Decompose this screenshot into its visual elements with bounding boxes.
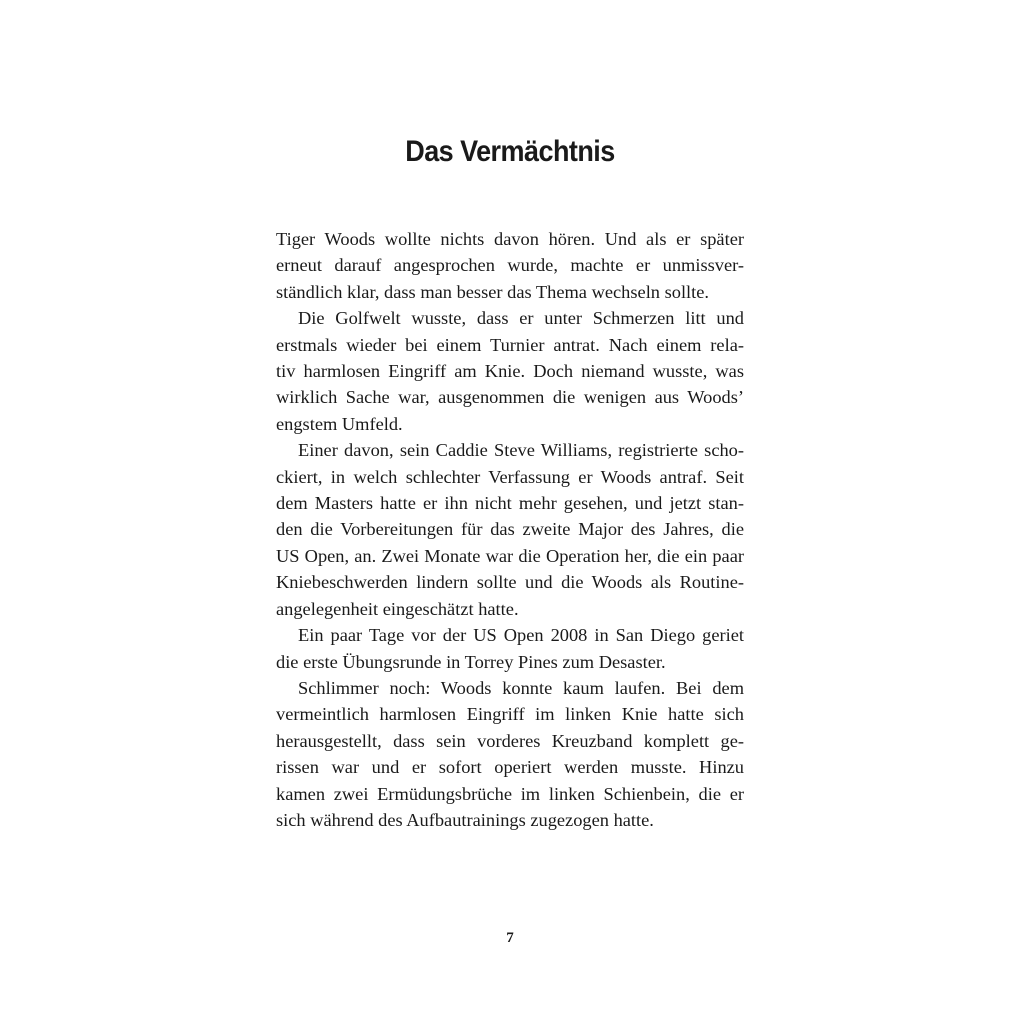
text-line: ständlich klar, dass man besser das Thema wechseln sollte. xyxy=(276,281,710,302)
text-line: die erste Übungsrunde in Torrey Pines zum Desaster. xyxy=(276,651,666,672)
paragraph-3 xyxy=(276,437,744,622)
text-line: Ein paar Tage vor der US Open 2008 in San Diego geriet xyxy=(298,625,744,646)
text-line: engstem Umfeld. xyxy=(276,413,403,434)
paragraph-2 xyxy=(276,305,744,437)
text-line: erneut darauf angesprochen wurde, machte er unmissver- xyxy=(276,255,744,276)
body-text xyxy=(276,226,744,833)
text-line: Kniebeschwerden lindern sollte und die Woods als Routine- xyxy=(276,572,744,593)
text-line: US Open, an. Zwei Monate war die Operation her, die ein paar xyxy=(276,545,744,566)
text-line: herausgestellt, dass sein vorderes Kreuzband komplett ge- xyxy=(276,730,744,751)
text-line: rissen war und er sofort operiert werden musste. Hinzu xyxy=(276,757,744,778)
text-line: angelegenheit eingeschätzt hatte. xyxy=(276,598,519,619)
page-number: 7 xyxy=(506,930,514,946)
text-line: erstmals wieder bei einem Turnier antrat. Nach einem rela- xyxy=(276,334,744,355)
text-line: dem Masters hatte er ihn nicht mehr gesehen, und jetzt stan- xyxy=(276,493,744,514)
paragraph-1 xyxy=(276,226,744,305)
text-line: Einer davon, sein Caddie Steve Williams, registrierte scho- xyxy=(298,440,744,461)
text-line: Die Golfwelt wusste, dass er unter Schmerzen litt und xyxy=(298,308,744,329)
text-line: sich während des Aufbautrainings zugezogen hatte. xyxy=(276,809,654,830)
text-line: den die Vorbereitungen für das zweite Major des Jahres, die xyxy=(276,519,744,540)
paragraph-5 xyxy=(276,675,744,833)
text-line: vermeintlich harmlosen Eingriff im linken Knie hatte sich xyxy=(276,704,744,725)
paragraph-4 xyxy=(276,622,744,675)
chapter-title: Das Vermächtnis xyxy=(405,135,615,168)
text-line: Schlimmer noch: Woods konnte kaum laufen. Bei dem xyxy=(298,677,744,698)
text-line: kamen zwei Ermüdungsbrüche im linken Schienbein, die er xyxy=(276,783,744,804)
text-line: wirklich Sache war, ausgenommen die wenigen aus Woods’ xyxy=(276,387,744,408)
text-line: Tiger Woods wollte nichts davon hören. Und als er später xyxy=(276,229,744,249)
text-line: ckiert, in welch schlechter Verfassung er Woods antraf. Seit xyxy=(276,466,744,487)
text-line: tiv harmlosen Eingriff am Knie. Doch niemand wusste, was xyxy=(276,361,744,382)
